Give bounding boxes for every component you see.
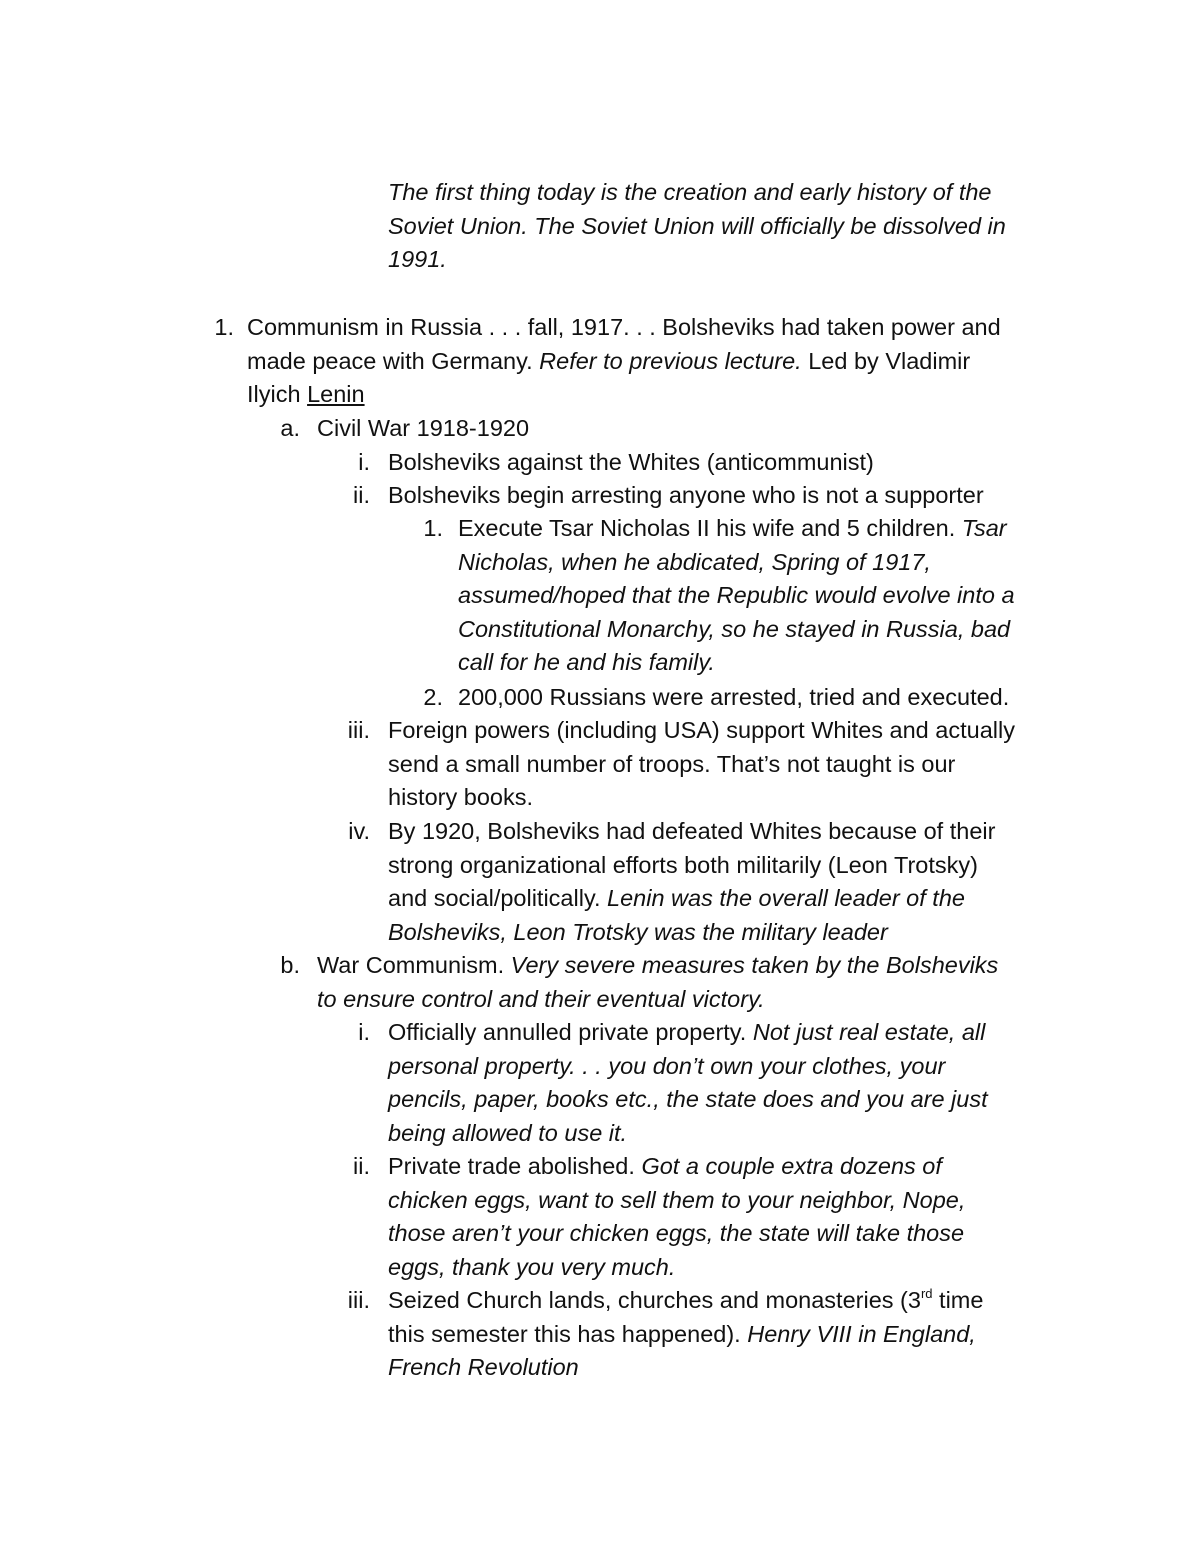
italic-note: Refer to previous lecture.	[539, 347, 802, 374]
list-item-private-trade	[388, 1150, 1108, 1284]
item-line: French Revolution	[388, 1354, 579, 1381]
list-marker: ii.	[353, 1153, 370, 1179]
list-marker: a.	[280, 415, 300, 441]
text-run: and social/politically.	[388, 885, 608, 912]
italic-note: Not just real estate, all	[752, 1019, 986, 1045]
intro-line: 1991.	[388, 246, 447, 273]
text-run: made peace with Germany.	[247, 347, 540, 374]
item-line: send a small number of troops. That’s not taught is our	[388, 750, 956, 777]
text-run: Ilyich	[247, 381, 308, 408]
item-line: history books.	[388, 784, 533, 811]
item-line: assumed/hoped that the Republic would evolve into a	[458, 582, 1015, 609]
item-line	[388, 1016, 1108, 1050]
text-run: Officially annulled private property.	[388, 1019, 753, 1045]
item-line	[388, 1150, 1108, 1184]
intro-line: Soviet Union. The Soviet Union will officially be dissolved in	[388, 212, 1006, 239]
list-item-annulled-property	[388, 1016, 1108, 1150]
ordinal-superscript: rd	[920, 1286, 933, 1301]
text-run: Private trade abolished.	[388, 1153, 642, 1179]
list-item-civil-war: Civil War 1918-1920	[317, 415, 530, 441]
item-line: being allowed to use it.	[388, 1119, 628, 1146]
text-run: Led by Vladimir	[801, 347, 971, 374]
item-line: Foreign powers (including USA) support Whites and actually	[388, 717, 1015, 743]
list-marker: 1.	[214, 314, 234, 340]
intro-line: The first thing today is the creation and early history of the	[388, 179, 992, 205]
list-item-bolsheviks-vs-whites: Bolsheviks against the Whites (anticommunist)	[388, 449, 874, 475]
text-run: this semester this has happened).	[388, 1320, 748, 1347]
list-item-communism-in-russia	[247, 311, 1107, 412]
list-item-arrests: Bolsheviks begin arresting anyone who is not a supporter	[388, 482, 984, 508]
intro-paragraph	[388, 176, 1078, 277]
item-line: Communism in Russia . . . fall, 1917. . . Bolsheviks had taken power and	[247, 314, 1001, 340]
underlined-name: Lenin	[307, 381, 365, 408]
item-line	[388, 882, 1108, 916]
italic-note: Lenin was the overall leader of the	[607, 885, 965, 912]
text-run: War Communism.	[317, 952, 511, 978]
list-marker: ii.	[353, 482, 370, 508]
item-line: strong organizational efforts both militarily (Leon Trotsky)	[388, 851, 978, 878]
list-marker: iii.	[347, 717, 370, 743]
item-line	[388, 1284, 1108, 1318]
italic-note: Very severe measures taken by the Bolsheviks	[510, 952, 999, 978]
list-marker: iv.	[348, 818, 370, 844]
item-line: chicken eggs, want to sell them to your neighbor, Nope,	[388, 1186, 966, 1213]
list-marker: 2.	[423, 684, 443, 710]
item-line: Nicholas, when he abdicated, Spring of 1917,	[458, 548, 931, 575]
list-marker: b.	[280, 952, 300, 978]
italic-note: Henry VIII in England,	[747, 1320, 976, 1347]
item-line	[317, 949, 1107, 983]
item-line: eggs, thank you very much.	[388, 1253, 676, 1280]
italic-note: Got a couple extra dozens of	[641, 1153, 942, 1179]
item-line	[458, 512, 1098, 546]
list-item-bolsheviks-defeated-whites	[388, 815, 1108, 949]
text-run: time	[932, 1287, 984, 1313]
item-line	[247, 378, 1107, 412]
item-line: those aren’t your chicken eggs, the state will take those	[388, 1220, 965, 1247]
text-run: Seized Church lands, churches and monasteries (3	[388, 1287, 921, 1313]
list-item-execute-tsar	[458, 512, 1098, 680]
item-line	[247, 345, 1107, 379]
list-marker: 1.	[423, 515, 443, 541]
list-marker: i.	[358, 449, 370, 475]
item-line: call for he and his family.	[458, 649, 715, 676]
list-marker: iii.	[347, 1287, 370, 1313]
item-line: Bolsheviks, Leon Trotsky was the military leader	[388, 918, 888, 945]
item-line: to ensure control and their eventual victory.	[317, 985, 765, 1012]
item-line: pencils, paper, books etc., the state does and you are just	[388, 1086, 988, 1113]
list-item-foreign-powers	[388, 714, 1108, 815]
list-item-seized-church-lands	[388, 1284, 1108, 1385]
list-item-russians-arrested: 200,000 Russians were arrested, tried and executed.	[458, 684, 1010, 710]
list-item-war-communism	[317, 949, 1107, 1016]
item-line: Constitutional Monarchy, so he stayed in Russia, bad	[458, 615, 1011, 642]
list-marker: i.	[358, 1019, 370, 1045]
text-run: Execute Tsar Nicholas II his wife and 5 children.	[458, 515, 962, 541]
item-line: By 1920, Bolsheviks had defeated Whites because of their	[388, 818, 996, 844]
item-line	[388, 1318, 1108, 1352]
italic-note: Tsar	[961, 515, 1007, 541]
item-line: personal property. . . you don’t own your clothes, your	[388, 1052, 946, 1079]
